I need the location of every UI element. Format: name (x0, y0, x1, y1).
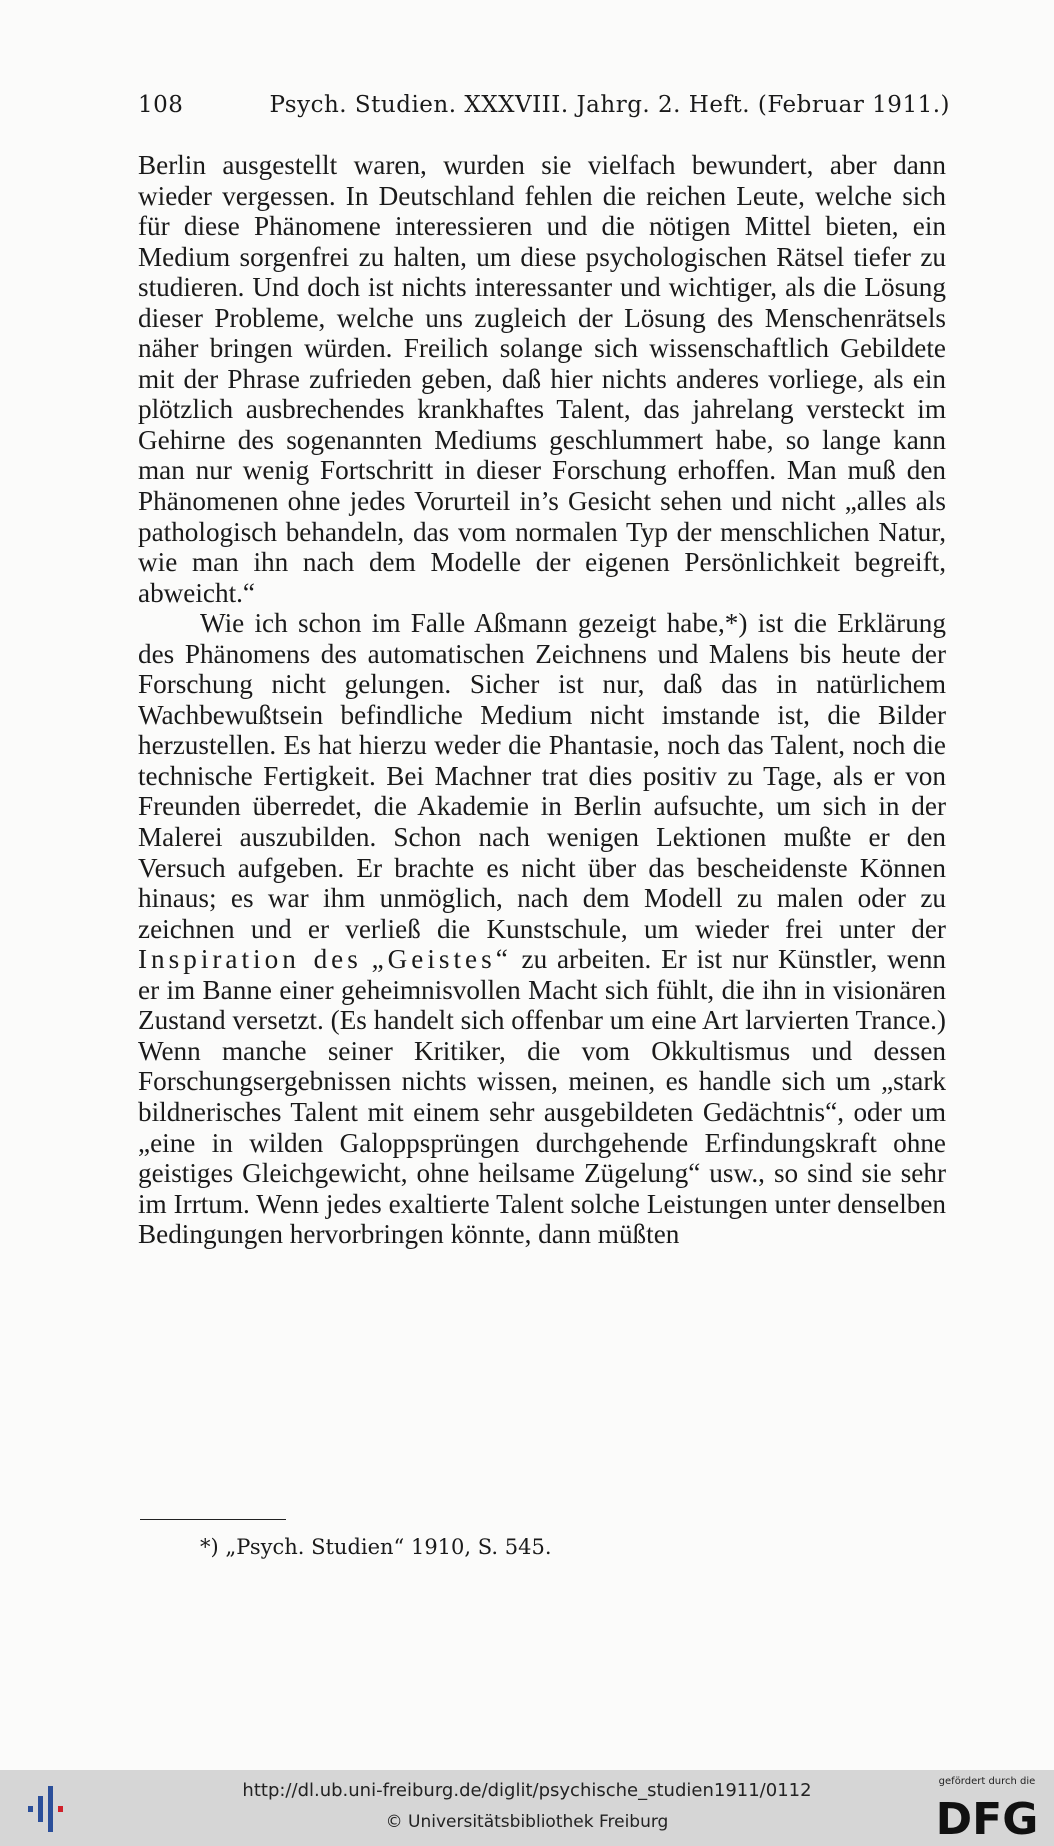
viewer-footer (0, 1770, 1054, 1846)
paragraph-2-part-1: Wie ich schon im Falle Aßmann gezeigt habe,*) ist die Erklärung des Phänomens des automatischen Zeichnens und Malens bis heute der Forschung nicht gelungen. Sicher ist nur, daß das in natürlichem Wachbewußtsein befindliche Medium nicht imstande ist, die Bilder herzustellen. Es hat hierzu weder die Phantasie, noch das Talent, noch die technische Fertigkeit. Bei Machner trat dies positiv zu Tage, als er von Freunden überredet, die Akademie in Berlin aufsuchte, um sich in der Malerei auszubilden. Schon nach wenigen Lektionen mußte er den Versuch aufgeben. Er brachte es nicht über das bescheidenste Können hinaus; es war ihm unmöglich, nach dem Modell zu malen oder zu zeichnen und er verließ die Kunstschule, um wieder frei unter der (138, 608, 946, 944)
dfg-funding-block (928, 1776, 1046, 1842)
dfg-logo-icon (932, 1792, 1042, 1840)
footnote-divider (140, 1519, 286, 1520)
running-header (138, 92, 950, 128)
dfg-logo-text: DFG (935, 1794, 1039, 1840)
running-title: Psych. Studien. XXXVIII. Jahrg. 2. Heft. (Februar 1911.) (269, 92, 950, 118)
paragraph-1: Berlin ausgestellt waren, wurden sie vielfach bewundert, aber dann wieder vergessen. In Deutschland fehlen die reichen Leute, welche sich für diese Phänomene interessieren und die nötigen Mittel bieten, ein Medium sorgenfrei zu halten, um diese psychologischen Rätsel tiefer zu studieren. Und doch ist nichts interessanter und wichtiger, als die Lösung dieser Probleme, welche uns zugleich der Lösung des Menschenrätsels näher bringen würden. Freilich solange sich wissenschaftlich Gebildete mit der Phrase zufrieden geben, daß hier nichts anderes vorliege, als ein plötzlich ausbrechendes krankhaftes Talent, das jahrelang versteckt im Gehirne des sogenannten Mediums geschlummert habe, so lange kann man nur wenig Fortschritt in dieser Forschung erhoffen. Man muß den Phänomenen ohne jedes Vorurteil in’s Gesicht sehen und nicht „alles als pathologisch behandeln, das vom normalen Typ der menschlichen Natur, wie man ihn nach dem Modelle der eigenen Persönlichkeit begreift, abweicht.“ (138, 150, 946, 608)
paragraph-2-part-2: zu arbeiten. Er ist nur Künstler, wenn er im Banne einer geheimnisvollen Macht sich fühlt, die ihn in visionären Zustand versetzt. (Es handelt sich offenbar um eine Art larvierten Trance.) Wenn manche seiner Kritiker, die vom Okkultismus und dessen Forschungsergebnissen nichts wissen, meinen, es handle sich um „stark bildnerisches Talent mit einem sehr ausgebildeten Gedächtnis“, oder um „eine in wilden Galoppsprüngen durchgehende Erfindungskraft ohne geistiges Gleichgewicht, ohne heilsame Zügelung“ usw., so sind sie sehr im Irrtum. Wenn jedes exaltierte Talent solche Leistungen unter denselben Bedingungen hervorbringen könnte, dann müßten (138, 944, 947, 1250)
paragraph-2 (138, 608, 946, 1249)
page-number: 108 (138, 92, 184, 118)
spaced-emphasis-geistes: „Geistes“ (371, 944, 512, 975)
footnote: *) „Psych. Studien“ 1910, S. 545. (200, 1535, 552, 1559)
funding-note: gefördert durch die (938, 1776, 1036, 1787)
body-text (138, 150, 946, 1250)
spaced-emphasis-inspiration: Inspiration des (138, 944, 362, 975)
permalink-url[interactable]: http://dl.ub.uni-freiburg.de/diglit/psychische_studien1911/0112 (242, 1780, 812, 1801)
copyright-notice: © Universitätsbibliothek Freiburg (385, 1812, 669, 1832)
